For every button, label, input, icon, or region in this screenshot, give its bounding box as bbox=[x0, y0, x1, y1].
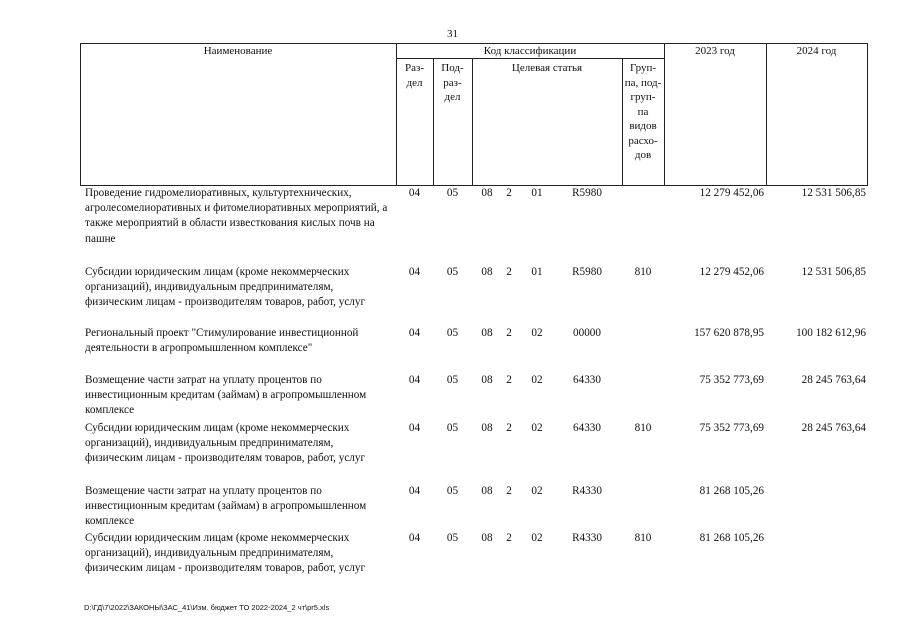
row-podrazdel: 05 bbox=[446, 187, 459, 199]
row-name: Возмещение части затрат на уплату процентов по инвестиционным кредитам (займам) в агропромышленном комплексе bbox=[85, 374, 367, 417]
row-target-program: 08 bbox=[481, 266, 493, 278]
row-name: Субсидии юридическим лицам (кроме некоммерческих организаций), индивидуальным предпринимателям, физическим лицам - производителям товаров, работ, услуг bbox=[85, 422, 366, 465]
row-target-event: 01 bbox=[531, 187, 543, 199]
row-razdel: 04 bbox=[408, 327, 421, 339]
col-border bbox=[766, 43, 767, 186]
row-podrazdel: 05 bbox=[446, 374, 459, 386]
page-number: 31 bbox=[447, 28, 458, 40]
row-target-event: 02 bbox=[531, 485, 543, 497]
row-target-subprogram: 2 bbox=[506, 187, 512, 199]
row-target-program: 08 bbox=[481, 187, 493, 199]
row-target-subprogram: 2 bbox=[506, 327, 512, 339]
header-year-2024: 2024 год bbox=[796, 45, 837, 57]
row-amount-2023: 75 352 773,69 bbox=[699, 422, 764, 434]
table-header bbox=[80, 43, 868, 186]
header-expense-type: Груп- па, под- груп- па видов расхо- дов bbox=[624, 62, 662, 161]
row-target-code: R5980 bbox=[572, 187, 602, 199]
row-name: Возмещение части затрат на уплату процентов по инвестиционным кредитам (займам) в агропромышленном комплексе bbox=[85, 485, 367, 528]
row-expense-type: 810 bbox=[634, 532, 652, 544]
row-amount-2024: 12 531 506,85 bbox=[801, 266, 866, 278]
col-border bbox=[472, 58, 473, 186]
row-amount-2023: 12 279 452,06 bbox=[699, 187, 764, 199]
row-amount-2024: 100 182 612,96 bbox=[796, 327, 866, 339]
row-amount-2023: 12 279 452,06 bbox=[699, 266, 764, 278]
row-podrazdel: 05 bbox=[446, 485, 459, 497]
header-year-2023: 2023 год bbox=[695, 45, 735, 57]
row-target-event: 02 bbox=[531, 374, 543, 386]
row-amount-2024: 28 245 763,64 bbox=[801, 374, 866, 386]
row-podrazdel: 05 bbox=[446, 422, 459, 434]
row-podrazdel: 05 bbox=[446, 532, 459, 544]
row-target-subprogram: 2 bbox=[506, 266, 512, 278]
row-target-program: 08 bbox=[481, 532, 493, 544]
row-razdel: 04 bbox=[408, 422, 421, 434]
header-name: Наименование bbox=[203, 45, 273, 57]
row-target-code: 00000 bbox=[573, 327, 601, 339]
header-code-group: Код классификации bbox=[483, 45, 577, 57]
row-target-program: 08 bbox=[481, 485, 493, 497]
row-amount-2023: 81 268 105,26 bbox=[699, 485, 764, 497]
row-target-event: 02 bbox=[531, 532, 543, 544]
row-target-code: R5980 bbox=[572, 266, 602, 278]
row-target-event: 02 bbox=[531, 327, 543, 339]
row-target-code: R4330 bbox=[572, 485, 602, 497]
row-name: Субсидии юридическим лицам (кроме некоммерческих организаций), индивидуальным предпринимателям, физическим лицам - производителям товаров, работ, услуг bbox=[85, 266, 366, 309]
row-podrazdel: 05 bbox=[446, 266, 459, 278]
row-target-event: 01 bbox=[531, 266, 543, 278]
row-target-subprogram: 2 bbox=[506, 374, 512, 386]
row-razdel: 04 bbox=[408, 187, 421, 199]
row-target-subprogram: 2 bbox=[506, 485, 512, 497]
row-target-code: 64330 bbox=[573, 422, 601, 434]
row-target-subprogram: 2 bbox=[506, 422, 512, 434]
row-amount-2023: 81 268 105,26 bbox=[699, 532, 764, 544]
row-razdel: 04 bbox=[408, 485, 421, 497]
row-amount-2024: 12 531 506,85 bbox=[801, 187, 866, 199]
row-razdel: 04 bbox=[408, 266, 421, 278]
col-border bbox=[80, 43, 81, 186]
header-razdel: Раз- дел bbox=[404, 62, 424, 89]
row-target-code: R4330 bbox=[572, 532, 602, 544]
row-amount-2023: 75 352 773,69 bbox=[699, 374, 764, 386]
header-target-article: Целевая статья bbox=[511, 62, 583, 74]
row-expense-type: 810 bbox=[634, 266, 652, 278]
file-path-footer: D:\ГД\7\2022\ЗАКОНЫ\ЗАС_41\Изм. бюджет ТО 2022-2024_2 чт\pr5.xls bbox=[84, 603, 330, 612]
row-razdel: 04 bbox=[408, 374, 421, 386]
row-amount-2023: 157 620 878,95 bbox=[694, 327, 764, 339]
row-target-program: 08 bbox=[481, 422, 493, 434]
row-expense-type: 810 bbox=[634, 422, 652, 434]
row-name: Проведение гидромелиоративных, культуртехнических, агролесомелиоративных и фитомелиоративных мероприятий, а также мероприятий в области известкования кислых почв на пашне bbox=[85, 187, 388, 245]
row-target-program: 08 bbox=[481, 327, 493, 339]
row-amount-2024: 28 245 763,64 bbox=[801, 422, 866, 434]
row-target-program: 08 bbox=[481, 374, 493, 386]
row-razdel: 04 bbox=[408, 532, 421, 544]
row-name: Региональный проект "Стимулирование инвестиционной деятельности в агропромышленном комплексе" bbox=[85, 327, 359, 355]
header-podrazdel: Под- раз- дел bbox=[441, 62, 464, 103]
row-target-code: 64330 bbox=[573, 374, 601, 386]
row-target-subprogram: 2 bbox=[506, 532, 512, 544]
col-border bbox=[867, 43, 868, 186]
row-target-event: 02 bbox=[531, 422, 543, 434]
row-podrazdel: 05 bbox=[446, 327, 459, 339]
col-border bbox=[664, 43, 665, 186]
row-name: Субсидии юридическим лицам (кроме некоммерческих организаций), индивидуальным предпринимателям, физическим лицам - производителям товаров, работ, услуг bbox=[85, 532, 366, 575]
